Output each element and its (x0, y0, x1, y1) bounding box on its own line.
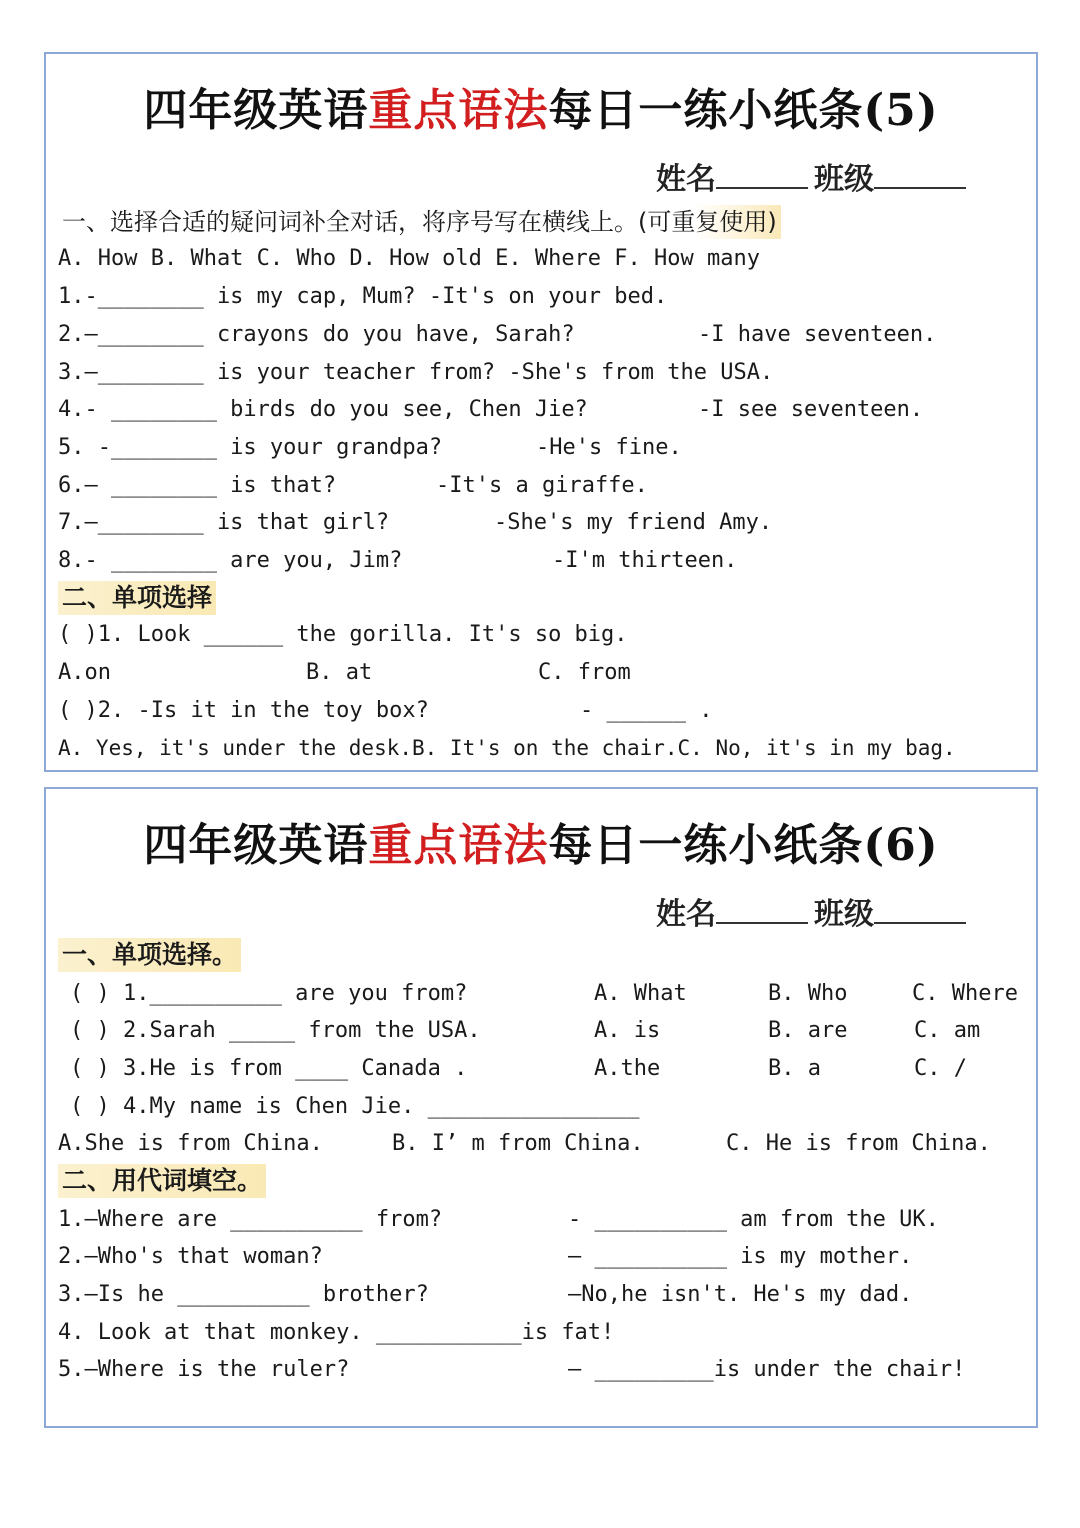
section-heading: 一、选择合适的疑问词补全对话，将序号写在横线上。(可重复使用) (58, 205, 781, 239)
name-blank[interactable] (716, 161, 808, 189)
worksheet-title: 四年级英语重点语法每日一练小纸条(6) (143, 820, 939, 871)
name-label: 姓名 (656, 897, 716, 932)
name-blank[interactable] (716, 896, 808, 924)
section-heading: 一、单项选择。 (58, 938, 241, 972)
name-class-fields (656, 154, 966, 198)
class-label: 班级 (814, 162, 874, 197)
worksheet-title: 四年级英语重点语法每日一练小纸条(5) (143, 85, 939, 136)
section-heading: 二、用代词填空。 (58, 1164, 266, 1198)
worksheet-card-6: 四年级英语重点语法每日一练小纸条(6) 姓名 班级 一、单项选择。 ( ) 1.__________ are you from? A. What B. Who C. Where ( ) 2.Sarah _____ from the USA. A. is B. are C. am ( ) 3.He is from ____ Canada . A.the B. a C. / ( ) 4.My name is Chen Jie. ________________ A.She is from China. B. I’ m from China. C. He is from China. 二、用代词填空。 1.—Where are __________ from? - __________ am from the UK. 2.—Who's that woman? — __________ is my mother. 3.—Is he __________ brother? —No,he isn't. He's my dad. 4. Look at that monkey. ___________is fat! 5.—Where is the ruler? — _________is under the chair! (44, 787, 1038, 1428)
name-class-fields (656, 889, 966, 933)
section-heading: 二、单项选择 (58, 581, 216, 615)
class-blank[interactable] (874, 161, 966, 189)
class-blank[interactable] (874, 896, 966, 924)
class-label: 班级 (814, 897, 874, 932)
worksheet-card-5: 四年级英语重点语法每日一练小纸条(5) 姓名 班级 一、选择合适的疑问词补全对话，将序号写在横线上。(可重复使用) A. How B. What C. Who D. How old E. Where F. How many 1.-________ is my cap, Mum? -It's on your bed. 2.—________ crayons do you have, Sarah? -I have seventeen. 3.—________ is your teacher from? -She's from the USA. 4.- ________ birds do you see, Chen Jie? -I see seventeen. 5. -________ is your grandpa? -He's fine. 6.— ________ is that? -It's a giraffe. 7.—________ is that girl? -She's my friend Amy. 8.- ________ are you, Jim? -I'm thirteen. 二、单项选择 ( )1. Look ______ the gorilla. It's so big. A.on B. at C. from ( )2. -Is it in the toy box? - ______ . A. Yes, it's under the desk.B. It's on the chair.C. No, it's in my bag. (44, 52, 1038, 772)
name-label: 姓名 (656, 162, 716, 197)
